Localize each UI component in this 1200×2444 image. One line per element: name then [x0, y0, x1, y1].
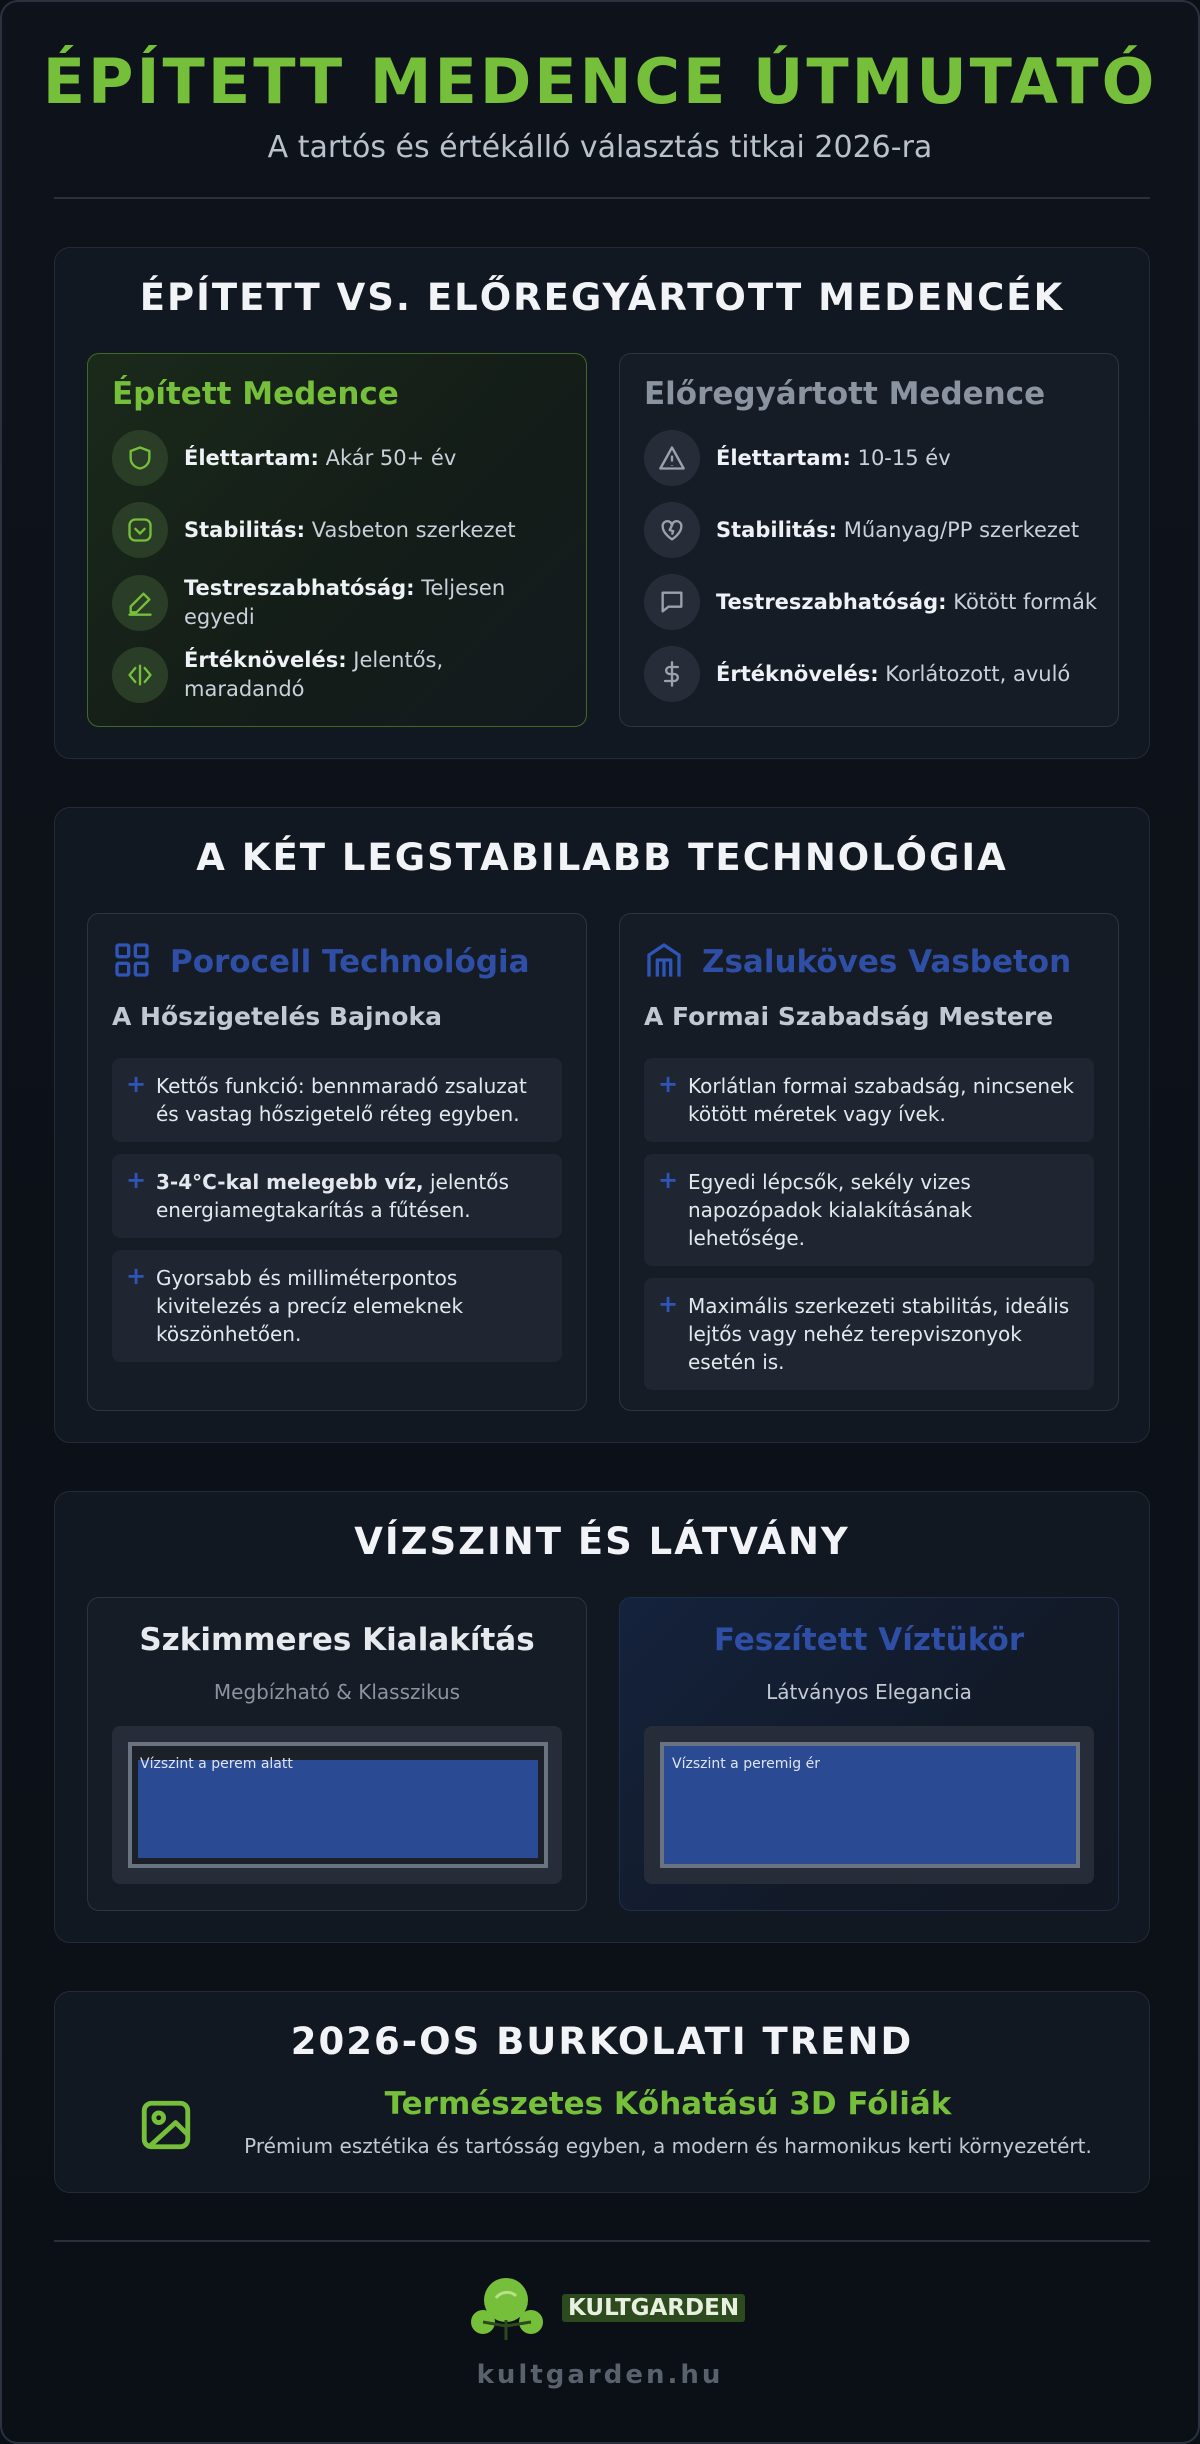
comparison-section — [54, 247, 1150, 759]
technology-section — [54, 807, 1150, 1443]
pool-edge — [660, 1742, 1080, 1868]
skimmer-subtitle: Megbízható & Klasszikus — [213, 1680, 461, 1704]
overflow-title: Feszített Víztükör — [713, 1622, 1025, 1658]
built-feature-customization — [112, 574, 566, 632]
zsalukoves-point: + Maximális szerkezeti stabilitás, ideális lejtős vagy nehéz terepviszonyok esetén is. — [644, 1278, 1094, 1390]
prefab-feature-customization — [644, 574, 1098, 630]
grid-icon — [112, 940, 152, 984]
skimmer-card — [87, 1597, 587, 1911]
overflow-card — [619, 1597, 1119, 1911]
water-surface — [138, 1760, 538, 1858]
page-subtitle: A tartós és értékálló választás titkai 2026-ra — [267, 130, 933, 165]
porocell-card — [87, 913, 587, 1411]
built-feature-stability — [112, 502, 566, 558]
prefab-pool-title: Előregyártott Medence — [644, 376, 1046, 412]
technology-title: A KÉT LEGSTABILABB TECHNOLÓGIA — [196, 836, 1008, 879]
built-feature-value — [112, 646, 566, 704]
footer-divider — [54, 2240, 1150, 2242]
skimmer-pool-diagram — [112, 1726, 562, 1884]
tree-logo-icon — [468, 2276, 548, 2346]
zsalukoves-subtitle: A Formai Szabadság Mestere — [644, 1002, 1054, 1031]
feature-label: Testreszabhatóság: — [184, 576, 415, 600]
plus-icon: + — [126, 1262, 147, 1290]
zsalukoves-card — [619, 913, 1119, 1411]
water-level-label: Vízszint a perem alatt — [140, 1756, 293, 1772]
trend-title: 2026-OS BURKOLATI TREND — [290, 2020, 914, 2063]
trend-section — [54, 1991, 1150, 2193]
feature-label: Élettartam: — [716, 445, 851, 470]
header — [2, 2, 1198, 165]
skimmer-title: Szkimmeres Kialakítás — [139, 1622, 535, 1658]
porocell-subtitle: A Hőszigetelés Bajnoka — [112, 1002, 442, 1031]
code-icon — [112, 647, 168, 703]
water-level-title: VÍZSZINT ÉS LÁTVÁNY — [354, 1520, 850, 1563]
water-level-section — [54, 1491, 1150, 1943]
feature-value: Teljesen egyedi — [184, 576, 506, 629]
feature-label: Stabilitás: — [716, 517, 838, 542]
plus-icon: + — [658, 1290, 679, 1318]
feature-label: Élettartam: — [184, 445, 319, 470]
trend-text: Prémium esztétika és tartósság egyben, a modern és harmonikus kerti környezetért. — [244, 2134, 1092, 2158]
prefab-feature-lifetime — [644, 430, 1098, 486]
plus-icon: + — [126, 1166, 147, 1194]
water-level-label: Vízszint a peremig ér — [672, 1756, 820, 1772]
pool-edge — [128, 1742, 548, 1868]
shield-icon — [112, 430, 168, 486]
building-icon — [644, 940, 684, 984]
comparison-title: ÉPÍTETT VS. ELŐREGYÁRTOTT MEDENCÉK — [139, 276, 1065, 319]
prefab-feature-value — [644, 646, 1098, 702]
plus-icon: + — [126, 1070, 147, 1098]
prefab-feature-stability — [644, 502, 1098, 558]
porocell-title: Porocell Technológia — [170, 944, 530, 980]
zsalukoves-point: + Korlátlan formai szabadság, nincsenek kötött méretek vagy ívek. — [644, 1058, 1094, 1142]
prefab-pool-card — [619, 353, 1119, 727]
feature-label: Értéknövelés: — [716, 661, 879, 686]
feature-label: Testreszabhatóság: — [716, 589, 947, 614]
heart-crack-icon — [644, 502, 700, 558]
feature-value: Műanyag/PP szerkezet — [843, 517, 1080, 542]
feature-value: Korlátozott, avuló — [885, 661, 1071, 686]
built-pool-title: Épített Medence — [112, 376, 399, 412]
warning-icon — [644, 430, 700, 486]
pencil-icon — [112, 575, 168, 631]
feature-value: Kötött formák — [953, 589, 1098, 614]
site-link[interactable]: kultgarden.hu — [476, 2360, 724, 2390]
feature-label: Értéknövelés: — [184, 648, 347, 672]
stability-icon — [112, 502, 168, 558]
brand-logo-text: KULTGARDEN — [562, 2294, 745, 2322]
porocell-point: + 3-4°C-kal melegebb víz, jelentős energiamegtakarítás a fűtésen. — [112, 1154, 562, 1238]
feature-value: Jelentős, maradandó — [184, 648, 444, 701]
message-icon — [644, 574, 700, 630]
feature-value: 10-15 év — [857, 445, 951, 470]
plus-icon: + — [658, 1070, 679, 1098]
feature-value: Vasbeton szerkezet — [311, 517, 516, 542]
built-feature-lifetime — [112, 430, 566, 486]
overflow-subtitle: Látványos Elegancia — [766, 1680, 972, 1704]
page-title: ÉPÍTETT MEDENCE ÚTMUTATÓ — [42, 45, 1158, 118]
header-divider — [54, 197, 1150, 199]
dollar-icon — [644, 646, 700, 702]
built-pool-card — [87, 353, 587, 727]
feature-value: Akár 50+ év — [325, 445, 457, 470]
plus-icon: + — [658, 1166, 679, 1194]
porocell-point: + Gyorsabb és milliméterpontos kivitelezés a precíz elemeknek köszönhetően. — [112, 1250, 562, 1362]
feature-label: Stabilitás: — [184, 517, 306, 542]
trend-headline: Természetes Kőhatású 3D Fóliák — [384, 2086, 952, 2122]
zsalukoves-point: + Egyedi lépcsők, sekély vizes napozópadok kialakításának lehetősége. — [644, 1154, 1094, 1266]
porocell-point: + Kettős funkció: bennmaradó zsaluzat és vastag hőszigetelő réteg egyben. — [112, 1058, 562, 1142]
overflow-pool-diagram — [644, 1726, 1094, 1884]
zsalukoves-title: Zsaluköves Vasbeton — [702, 944, 1072, 980]
